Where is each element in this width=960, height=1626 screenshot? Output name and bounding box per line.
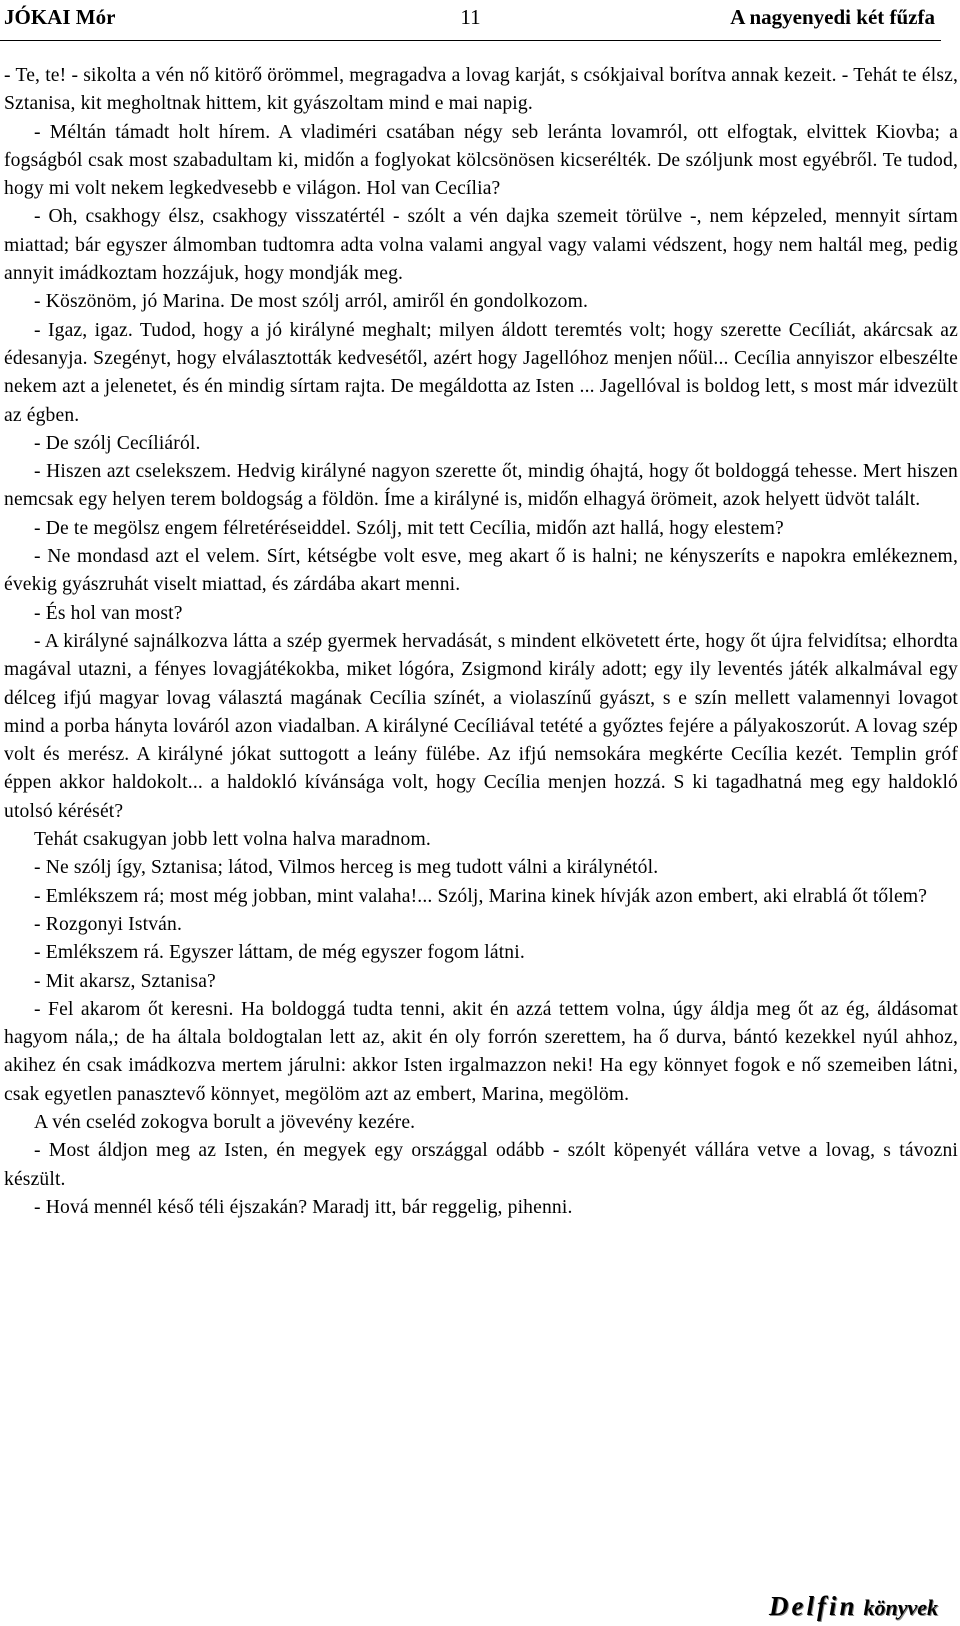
paragraph: - Ne szólj így, Sztanisa; látod, Vilmos herceg is meg tudott válni a királynétól. [34,857,659,879]
paragraph: - Igaz, igaz. Tudod, hogy a jó királyné meghalt; milyen áldott teremtés volt; hogy szerette Cecíliát, akárcsak az édesanyja. Szegényt, hogy elválasztották kedvesétől, azért hogy Jagellóhoz menjen nőül... Cecília annyiszor elbeszélte nekem azt a jelenetet, és én mindig sírtam rajta. De megáldotta az Isten ... Jagellóval is boldog lett, s most már idvezült az égben. [4,319,958,426]
paragraph: - Most áldjon meg az Isten, én megyek egy országgal odább - szólt köpenyét vállára vetve a lovag, s távozni készült. [4,1140,958,1190]
paragraph: - Fel akarom őt keresni. Ha boldoggá tudta tenni, akit én azzá tettem volna, úgy áldja meg őt az ég, áldásomat hagyom nála,; de ha általa boldogtalan lett az, akit én oly forrón szerettem, ha ő durva, bántó kezekkel nyúl ahhoz, akihez én csak imádkozva mertem járulni: akkor Isten irgalmazzon neki! Ha egy könnyet fogok e nő szemeiben látni, csak egyetlen panasztevő könnyet, megölöm azt az embert, Marina, megölöm. [4,998,958,1105]
publisher-logo [769,1591,938,1622]
paragraph: - Rozgonyi István. [34,913,182,935]
paragraph: - Emlékszem rá. Egyszer láttam, de még egyszer fogom látni. [34,942,525,964]
publisher-brand: Delfin [768,1591,858,1621]
paragraph: - Hová mennél késő téli éjszakán? Maradj itt, bár reggelig, pihenni. [34,1196,573,1218]
page-header [0,0,941,41]
paragraph: - Köszönöm, jó Marina. De most szólj arról, amiről én gondolkozom. [34,291,589,313]
paragraph: - Ne mondasd azt el velem. Sírt, kétségbe volt esve, meg akart ő is halni; ne kényszeríts e napokra emlékeznem, évekig gyászruhát viselt miattad, és zárdába akart menni. [4,546,958,596]
paragraph: A vén cseléd zokogva borult a jövevény kezére. [34,1111,416,1133]
publisher-brand-suffix: könyvek [863,1595,938,1620]
paragraph: - Oh, csakhogy élsz, csakhogy visszatértél - szólt a vén dajka szemeit törülve -, nem képzeled, mennyit sírtam miattad; bár egyszer álmomban tudtomra adta volna valami angyal vagy valami védszent, hogy nem haltál meg, pedig annyit imádkoztam hozzájuk, hogy mondják meg. [4,206,958,285]
page-number: 11 [460,5,481,29]
paragraph: - És hol van most? [34,602,183,624]
author-name: JÓKAI Mór [4,5,116,29]
paragraph: - Hiszen azt cselekszem. Hedvig királyné nagyon szerette őt, mindig óhajtá, hogy őt boldoggá tehesse. Mert hiszen nemcsak egy helyen terem boldogság a földön. Íme a királyné is, midőn elhagyá örömeit, azok helyett üdvöt talált. [4,461,958,511]
book-title: A nagyenyedi két fűzfa [730,5,935,29]
paragraph: - Te, te! - sikolta a vén nő kitörő örömmel, megragadva a lovag karját, s csókjaival borítva annak kezeit. - Tehát te élsz, Sztanisa, kit megholtnak hittem, kit gyászoltam mind e mai napig. [4,65,958,115]
paragraph: - De te megölsz engem félretéréseiddel. Szólj, mit tett Cecília, midőn azt hallá, hogy elestem? [34,517,784,539]
paragraph: - De szólj Cecíliáról. [34,432,201,454]
paragraph: - A királyné sajnálkozva látta a szép gyermek hervadását, s mindent elkövetett érte, hogy őt újra felvidítsa; elhordta magával utazni, a fényes lovagjátékokba, miket lógóra, Zsigmond király adott; egy ily leventés játék alkalmával egy délceg ifjú magyar lovag választá magának Cecília színét, a violaszínű gyászt, s e szín mellett valamennyi lovagot mind a porba hányta lováról azon viadalban. A királyné Cecíliával tetété a győztes fejére a pályakoszorút. A lovag szép volt és merész. A királyné jókat suttogott a leány fülébe. Az ifjú nemsokára megkérte Cecília kezét. Templin gróf éppen akkor haldokolt... a haldokló kívánsága volt, hogy Cecília menjen hozzá. S ki tagadhatná meg egy haldokló utolsó kérését? [4,630,958,822]
paragraph: - Mit akarsz, Sztanisa? [34,970,216,992]
paragraph: - Méltán támadt holt hírem. A vladiméri csatában négy seb leránta lovamról, ott elfogtak, elvittek Kiovba; a fogságból csak most szabadultam ki, midőn a foglyokat kölcsönösen kicserélték. De szóljunk most egyébről. Te tudod, hogy mi volt nekem legkedvesebb e világon. Hol van Cecília? [4,121,958,200]
paragraph: - Emlékszem rá; most még jobban, mint valaha!... Szólj, Marina kinek hívják azon embert, aki elrablá őt tőlem? [34,885,928,907]
paragraph: Tehát csakugyan jobb lett volna halva maradnom. [34,829,431,851]
body-text [4,62,958,1222]
